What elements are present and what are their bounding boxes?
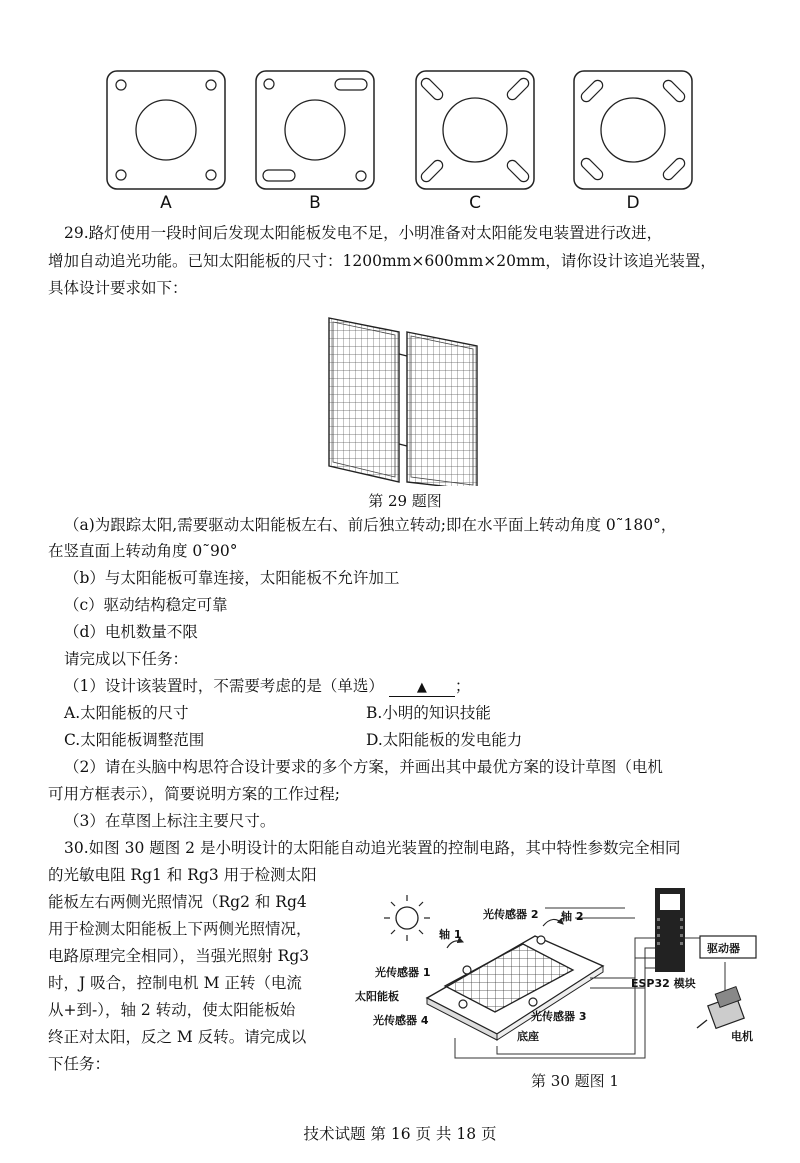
label-sensor-3: 光传感器 3 — [531, 1010, 587, 1023]
q29-req-d: （d）电机数量不限 — [64, 623, 198, 641]
q29-intro-line3: 具体设计要求如下： — [48, 279, 188, 297]
q29-req-a-line1: （a)为跟踪太阳,需要驱动太阳能板左右、前后独立转动;即在水平面上转动角度 0˜180°， — [64, 516, 677, 534]
q30-line8: 终正对太阳，反之 M 反转。请完成以 — [48, 1028, 307, 1046]
q30-line5: 电路原理完全相同），当强光照射 Rg3 — [48, 947, 310, 965]
plate-c-figure — [415, 70, 535, 190]
label-esp32: ESP32 模块 — [631, 977, 696, 990]
label-motor: 电机 — [731, 1030, 753, 1043]
q29-req-c: （c）驱动结构稳定可靠 — [64, 596, 228, 614]
q29-intro-line2: 增加自动追光功能。已知太阳能板的尺寸：1200mm×600mm×20mm，请你设计该追光装置， — [48, 252, 716, 270]
q29-task3: （3）在草图上标注主要尺寸。 — [64, 812, 276, 830]
q29-task2-line1: （2）请在头脑中构思符合设计要求的多个方案，并画出其中最优方案的设计草图（电机 — [64, 758, 663, 776]
q29-figure-caption: 第 29 题图 — [368, 492, 442, 510]
label-axis-1: 轴 1 — [439, 928, 462, 941]
q29-req-b: （b）与太阳能板可靠连接，太阳能板不允许加工 — [64, 569, 400, 587]
q30-line7: 从+到-），轴 2 转动，使太阳能板始 — [48, 1001, 296, 1019]
sun-icon — [384, 895, 430, 941]
q30-line3: 能板左右两侧光照情况（Rg2 和 Rg4 — [48, 893, 307, 911]
q29-option-a: A.太阳能板的尺寸 — [64, 704, 189, 722]
q30-line6: 时，J 吸合，控制电机 M 正转（电流 — [48, 974, 302, 992]
q30-line4: 用于检测太阳能板上下两侧光照情况， — [48, 920, 312, 938]
label-driver: 驱动器 — [707, 942, 740, 955]
plate-b-label: B — [309, 193, 321, 213]
answer-blank[interactable]: ▲ — [389, 680, 455, 697]
motor-icon — [697, 987, 744, 1029]
q29-task2-line2: 可用方框表示），简要说明方案的工作过程; — [48, 785, 340, 803]
q30-line9: 下任务： — [48, 1055, 111, 1073]
q29-tasks-intro: 请完成以下任务： — [64, 650, 189, 668]
q30-figure-caption: 第 30 题图 1 — [531, 1072, 619, 1090]
q29-task1-end: ； — [454, 677, 471, 695]
q29-option-d: D.太阳能板的发电能力 — [366, 731, 523, 749]
q29-task1 — [64, 675, 470, 697]
label-sensor-4: 光传感器 4 — [373, 1014, 429, 1027]
tracking-device-diagram — [335, 878, 765, 1064]
plate-a-label: A — [160, 193, 172, 213]
solar-panel-figure — [325, 314, 485, 486]
q29-req-a-line2: 在竖直面上转动角度 0˜90° — [48, 542, 238, 560]
label-sensor-1: 光传感器 1 — [375, 966, 431, 979]
q29-option-c: C.太阳能板调整范围 — [64, 731, 205, 749]
q29-intro-line1: 29.路灯使用一段时间后发现太阳能板发电不足，小明准备对太阳能发电装置进行改进， — [64, 224, 663, 242]
label-panel: 太阳能板 — [355, 990, 399, 1003]
plate-b-figure — [255, 70, 375, 190]
q30-line2: 的光敏电阻 Rg1 和 Rg3 用于检测太阳 — [48, 866, 317, 884]
plate-a-figure — [106, 70, 226, 190]
q29-option-b: B.小明的知识技能 — [366, 704, 491, 722]
page-footer: 技术试题 第 16 页 共 18 页 — [303, 1125, 497, 1143]
q30-line1: 30.如图 30 题图 2 是小明设计的太阳能自动追光装置的控制电路，其中特性参数完全相同 — [64, 839, 681, 857]
plate-c-label: C — [469, 193, 481, 213]
label-base: 底座 — [517, 1030, 539, 1043]
label-axis-2: 轴 2 — [561, 910, 584, 923]
plate-d-label: D — [626, 193, 640, 213]
plate-d-figure — [573, 70, 693, 190]
q29-task1-text: （1）设计该装置时，不需要考虑的是（单选） — [64, 677, 384, 695]
label-sensor-2: 光传感器 2 — [483, 908, 539, 921]
